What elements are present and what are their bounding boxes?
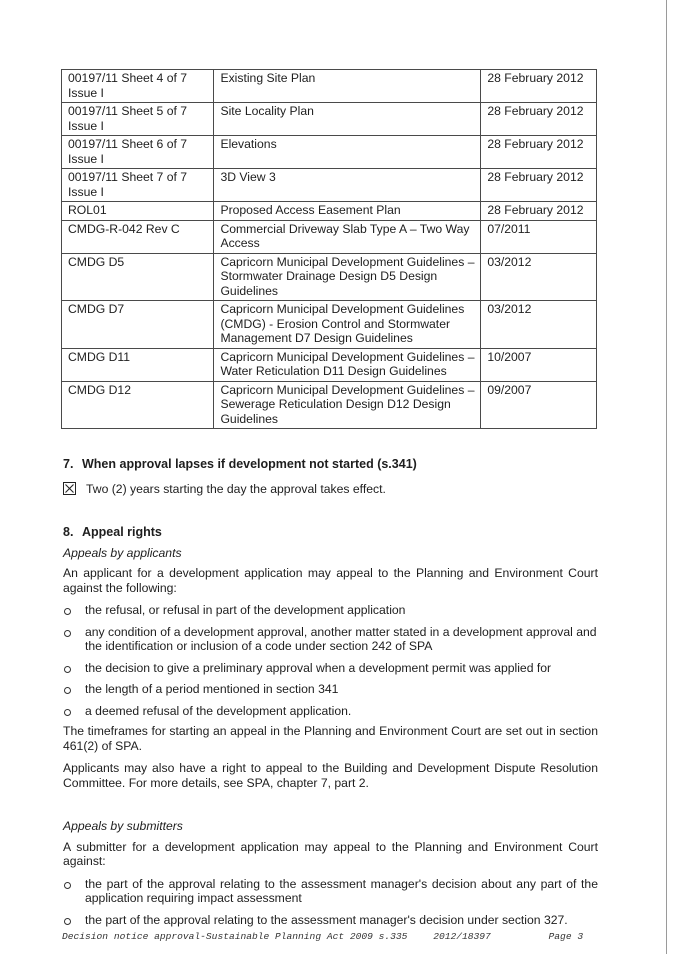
bddrc-paragraph: Applicants may also have a right to appeal to the Building and Development Dispute Resolution Committee. For more details, see SPA, chapter 7, part 2. — [63, 761, 598, 790]
submitters-intro: A submitter for a development application may appeal to the Planning and Environment Court against: — [63, 839, 598, 868]
applicants-bullet-list — [63, 603, 598, 718]
section-8-number: 8. — [63, 525, 74, 539]
document-date-cell: 07/2011 — [481, 220, 597, 253]
bullet-icon — [64, 666, 71, 673]
bullet-text: the decision to give a preliminary approval when a development permit was applied for — [85, 660, 552, 675]
document-reference-cell: ROL01 — [62, 202, 214, 221]
list-item — [63, 704, 598, 719]
bullet-text: any condition of a development approval, another matter stated in a development approval and the identification or inclusion of a code under section 242 of SPA — [85, 624, 597, 653]
bullet-text: the part of the approval relating to the assessment manager's decision under section 327. — [85, 912, 568, 927]
bullet-icon — [64, 709, 71, 716]
bullet-text: the part of the approval relating to the assessment manager's decision about any part of the application requiring impact assessment — [85, 876, 598, 905]
document-reference-cell: CMDG D5 — [62, 253, 214, 301]
document-reference-cell: 00197/11 Sheet 4 of 7 Issue I — [62, 70, 214, 103]
table-row — [62, 202, 597, 221]
document-title-cell: Capricorn Municipal Development Guidelines (CMDG) - Erosion Control and Stormwater Management D7 Design Guidelines — [214, 301, 481, 349]
document-reference-cell: CMDG D7 — [62, 301, 214, 349]
table-row — [62, 136, 597, 169]
section-7-title: When approval lapses if development not started (s.341) — [82, 457, 417, 471]
bullet-text: the refusal, or refusal in part of the development application — [85, 603, 406, 617]
timeframes-paragraph: The timeframes for starting an appeal in the Planning and Environment Court are set out in section 461(2) of SPA. — [63, 724, 598, 753]
table-row — [62, 381, 597, 429]
document-title-cell: 3D View 3 — [214, 169, 481, 202]
footer-page-number: Page 3 — [548, 931, 584, 942]
list-item — [63, 913, 598, 928]
document-reference-cell: 00197/11 Sheet 7 of 7 Issue I — [62, 169, 214, 202]
document-date-cell: 10/2007 — [481, 348, 597, 381]
document-title-cell: Commercial Driveway Slab Type A – Two Way Access — [214, 220, 481, 253]
document-date-cell: 03/2012 — [481, 301, 597, 349]
list-item — [63, 625, 598, 654]
lapse-option — [63, 482, 417, 497]
document-title-cell: Elevations — [214, 136, 481, 169]
bullet-icon — [64, 687, 71, 694]
appeals-by-applicants-subheading: Appeals by applicants — [63, 545, 182, 560]
bullet-icon — [64, 918, 71, 925]
table-row — [62, 253, 597, 301]
section-8 — [63, 525, 598, 934]
list-item — [63, 603, 598, 618]
page-footer — [62, 931, 583, 942]
document-date-cell: 03/2012 — [481, 253, 597, 301]
table-row — [62, 169, 597, 202]
appeals-by-submitters-subheading: Appeals by submitters — [63, 819, 183, 833]
document-reference-cell: CMDG D11 — [62, 348, 214, 381]
table-row — [62, 301, 597, 349]
bullet-icon — [64, 608, 71, 615]
document-title-cell: Existing Site Plan — [214, 70, 481, 103]
document-date-cell: 28 February 2012 — [481, 136, 597, 169]
document-reference-cell: 00197/11 Sheet 5 of 7 Issue I — [62, 103, 214, 136]
document-date-cell: 28 February 2012 — [481, 70, 597, 103]
table-row — [62, 220, 597, 253]
document-reference-cell: CMDG-R-042 Rev C — [62, 220, 214, 253]
section-8-title: Appeal rights — [82, 525, 162, 539]
document-title-cell: Capricorn Municipal Development Guidelines – Sewerage Reticulation Design D12 Design Guidelines — [214, 381, 481, 429]
bullet-icon — [64, 882, 71, 889]
document-reference-cell: 00197/11 Sheet 6 of 7 Issue I — [62, 136, 214, 169]
table-row — [62, 103, 597, 136]
section-7-number: 7. — [63, 457, 74, 471]
footer-reference-number: 2012/18397 — [433, 931, 491, 942]
document-date-cell: 28 February 2012 — [481, 202, 597, 221]
document-date-cell: 28 February 2012 — [481, 169, 597, 202]
document-title-cell: Site Locality Plan — [214, 103, 481, 136]
section-8-heading — [63, 525, 598, 540]
document-title-cell: Proposed Access Easement Plan — [214, 202, 481, 221]
page-edge-line — [666, 0, 667, 954]
document-title-cell: Capricorn Municipal Development Guidelines – Water Reticulation D11 Design Guidelines — [214, 348, 481, 381]
list-item — [63, 661, 598, 676]
submitters-bullet-list — [63, 877, 598, 928]
applicants-intro: An applicant for a development application may appeal to the Planning and Environment Court against the following: — [63, 566, 598, 595]
table-row — [62, 70, 597, 103]
document-reference-cell: CMDG D12 — [62, 381, 214, 429]
approved-documents-table — [61, 69, 597, 429]
table-row — [62, 348, 597, 381]
document-title-cell: Capricorn Municipal Development Guidelines – Stormwater Drainage Design D5 Design Guidelines — [214, 253, 481, 301]
section-7 — [63, 457, 417, 496]
footer-document-title: Decision notice approval-Sustainable Planning Act 2009 s.335 — [62, 931, 408, 942]
lapse-option-text: Two (2) years starting the day the approval takes effect. — [86, 481, 386, 496]
section-7-heading — [63, 457, 417, 472]
lapse-checkbox[interactable] — [63, 482, 76, 495]
bullet-icon — [64, 630, 71, 637]
document-date-cell: 28 February 2012 — [481, 103, 597, 136]
list-item — [63, 877, 598, 906]
document-date-cell: 09/2007 — [481, 381, 597, 429]
bullet-text: a deemed refusal of the development application. — [85, 703, 352, 718]
checkbox-x-icon — [64, 483, 75, 494]
list-item — [63, 682, 598, 697]
bullet-text: the length of a period mentioned in section 341 — [85, 682, 339, 696]
